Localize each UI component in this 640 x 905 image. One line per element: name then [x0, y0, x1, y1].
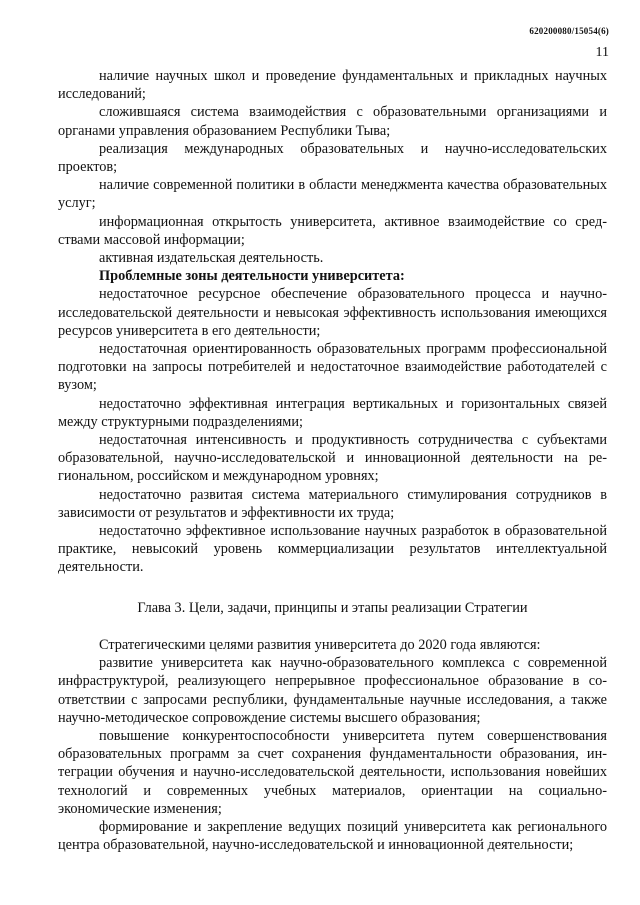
list-item: недостаточно эффективная интеграция вертикальных и горизонтальных связей между структурными подразделениями;	[58, 395, 607, 430]
list-item: формирование и закрепление ведущих позиций университета как регионального центра образовательной, научно-исследовательской и инновационной деятельности;	[58, 818, 607, 854]
page-number: 11	[595, 45, 609, 60]
paragraph: наличие научных школ и проведение фундаментальных и прикладных научных исследований;	[58, 68, 607, 103]
chapter-title: Глава 3. Цели, задачи, принципы и этапы реализации Стратегии	[137, 599, 528, 616]
paragraph: информационная открытость университета, активное взаимодействие со средствами массовой информации;	[58, 213, 607, 248]
list-item: развитие университета как научно-образовательного комплекса с современной инфраструктурой, реализующего непрерывное профессиональное образование в соответствии с запросами республики, фундаментальные научные исследования, а также научно-методическое сопровождение системы высшего образования;	[58, 655, 607, 726]
list-item: недостаточная интенсивность и продуктивность сотрудничества с субъектами образовательной, научно-исследовательской и инновационной деятельности на региональном, российском и международном уровнях;	[58, 432, 607, 485]
list-item: повышение конкурентоспособности университета путем совершенствования образовательных программ за счет сохранения фундаментальности образования, интеграции обучения и научно-исследовательской деятельности, использования новейших технологий и современных учебных материалов, ориентации на социально-экономические изменения;	[58, 727, 607, 817]
paragraph: сложившаяся система взаимодействия с образовательными организациями и органами управления образованием Республики Тыва;	[58, 104, 607, 139]
paragraph: наличие современной политики в области менеджмента качества образовательных услуг;	[58, 177, 607, 212]
paragraph: реализация международных образовательных и научно-исследовательских проектов;	[58, 140, 607, 176]
document-code: 620200080/15054(6)	[529, 26, 609, 36]
paragraph: активная издательская деятельность.	[99, 250, 324, 267]
list-item: недостаточно развитая система материального стимулирования сотрудников в зависимости от результатов и эффективности их труда;	[58, 486, 607, 521]
list-item: недостаточная ориентированность образовательных программ профессиональной подготовки на запросы потребителей и недостаточное взаимодействие работодателей с вузом;	[58, 341, 607, 394]
paragraph: Стратегическими целями развития университета до 2020 года являются:	[99, 636, 541, 653]
page-body	[58, 67, 607, 854]
list-item: недостаточное ресурсное обеспечение образовательного процесса и научно-исследовательской деятельности и невысокая эффективность использования имеющихся ресурсов университета в его деятельности;	[58, 286, 607, 339]
list-item: недостаточно эффективное использование научных разработок в образовательной практике, невысокий уровень коммерциализации результатов интеллектуальной деятельности.	[58, 523, 607, 576]
section-heading: Проблемные зоны деятельности университета:	[99, 268, 405, 285]
